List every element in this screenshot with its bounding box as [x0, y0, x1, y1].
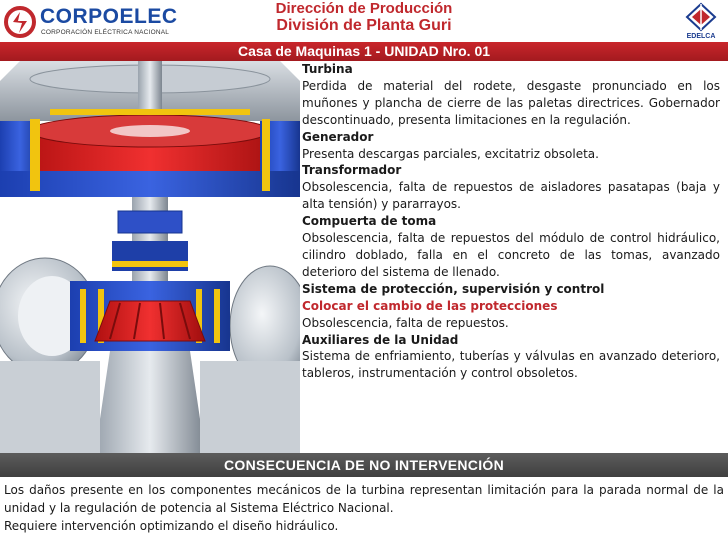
turbine-generator-cutaway-image [0, 61, 300, 453]
findings-list [302, 61, 720, 453]
finding-text-auxiliares: Sistema de enfriamiento, tuberías y válvulas en avanzado deterioro, tableros, instrumentación y control obsoletos. [302, 349, 720, 381]
finding-text-transformador: Obsolescencia, falta de repuestos de aisladores pasatapas (baja y alta tensión) y pararrayos. [302, 180, 720, 212]
corpoelec-logo-name: CORPOELEC [40, 5, 178, 28]
edelca-logo [678, 2, 724, 42]
header-title-division: División de Planta Guri [276, 17, 452, 34]
finding-heading-compuerta: Compuerta de toma [302, 214, 437, 229]
finding-heading-turbina: Turbina [302, 62, 353, 76]
edelca-logo-icon [678, 2, 724, 32]
finding-text-proteccion: Obsolescencia, falta de repuestos. [302, 315, 509, 330]
subtitle-text: Casa de Maquinas 1 - UNIDAD Nro. 01 [237, 43, 491, 59]
consequence-title: CONSECUENCIA DE NO INTERVENCIÓN [224, 457, 504, 473]
header-title-direccion: Dirección de Producción [275, 0, 453, 17]
consequence-bar [0, 453, 728, 477]
subtitle-bar [0, 42, 728, 61]
consequence-paragraph-1: Los daños presente en los componentes mecánicos de la turbina representan limitación para la parada normal de la unidad y la regulación de potencia al Sistema Eléctrico Nacional. [4, 483, 724, 515]
finding-text-turbina: Perdida de material del rodete, desgaste pronunciado en los muñones y plancha de cierre de las paletas directrices. Gobernador descontinuado, presenta limitaciones en la regulación. [302, 78, 720, 127]
finding-heading-auxiliares: Auxiliares de la Unidad [302, 332, 459, 347]
header [0, 0, 728, 46]
edelca-logo-name: EDELCA [686, 33, 716, 40]
consequence-paragraph-2: Requiere intervención optimizando el diseño hidráulico. [4, 519, 339, 533]
finding-text-compuerta: Obsolescencia, falta de repuestos del módulo de control hidráulico, cilindro doblado, falla en el concreto de las tomas, avanzado deterioro del sistema de llenado. [302, 231, 720, 279]
finding-heading-transformador: Transformador [302, 163, 402, 178]
finding-highlight-proteccion: Colocar el cambio de las protecciones [302, 298, 558, 313]
finding-text-generador: Presenta descargas parciales, excitatriz obsoleta. [302, 146, 599, 161]
finding-heading-generador: Generador [302, 129, 374, 144]
corpoelec-logo-subtitle: CORPORACIÓN ELÉCTRICA NACIONAL [41, 29, 170, 36]
consequence-body [4, 481, 724, 535]
finding-heading-proteccion: Sistema de protección, supervisión y control [302, 281, 605, 296]
